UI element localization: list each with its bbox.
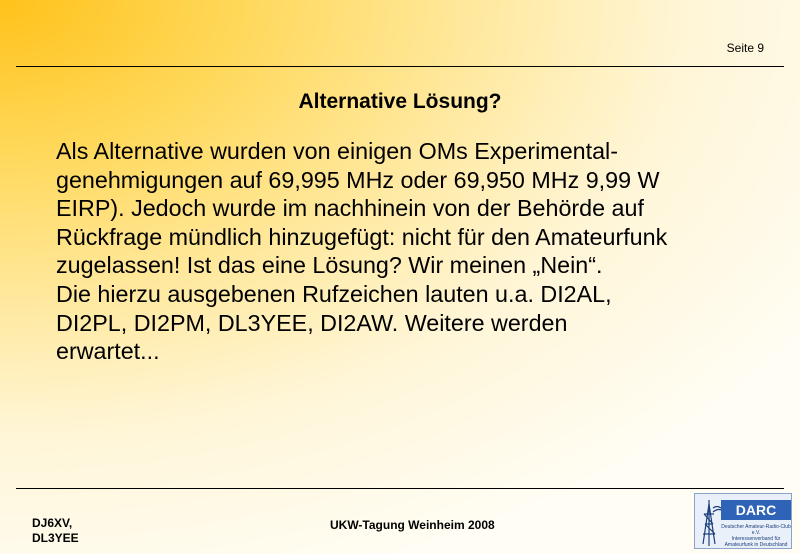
logo-subtext [721, 524, 791, 548]
body-line: zugelassen! Ist das eine Lösung? Wir meinen „Nein“. [56, 252, 603, 279]
header-divider [16, 66, 784, 67]
body-line: Als Alternative wurden von einigen OMs Experimental- [56, 138, 618, 164]
body-line: Rückfrage mündlich hinzugefügt: nicht für den Amateurfunk [56, 223, 668, 250]
page-number: Seite 9 [726, 41, 764, 55]
body-line: erwartet... [56, 338, 160, 365]
footer-divider [16, 488, 784, 489]
footer-event: UKW-Tagung Weinheim 2008 [330, 518, 495, 532]
logo-subtext-line: Interessenverband für Amateurfunk in Deutschland [724, 536, 788, 548]
body-line: EIRP). Jedoch wurde im nachhinein von der Behörde auf [56, 195, 644, 222]
darc-logo [694, 493, 792, 549]
logo-subtext-line: Deutscher Amateur-Radio-Club e.V. [721, 524, 791, 536]
body-line: Die hierzu ausgebenen Rufzeichen lauten u.a. DI2AL, [56, 280, 612, 307]
footer-author: DL3YEE [32, 531, 79, 545]
slide-body [56, 137, 756, 366]
slide-title: Alternative Lösung? [298, 90, 502, 113]
body-line: DI2PL, DI2PM, DL3YEE, DI2AW. Weitere werden [56, 309, 568, 336]
body-line: genehmigungen auf 69,995 MHz oder 69,950 MHz 9,99 W [56, 166, 660, 193]
logo-wordmark: DARC [721, 500, 791, 520]
footer-author: DJ6XV, [32, 516, 73, 530]
